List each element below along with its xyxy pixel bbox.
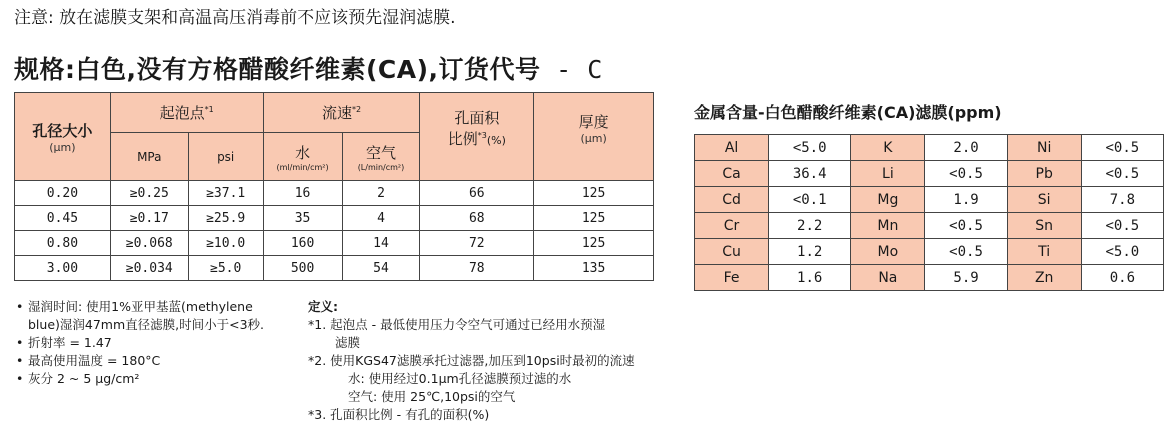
element-value: <0.1 (769, 187, 851, 213)
cell-thickness: 125 (534, 206, 654, 231)
cell-psi: ≥5.0 (188, 256, 263, 281)
cell-mpa: ≥0.25 (110, 181, 188, 206)
element-value: <0.5 (925, 161, 1007, 187)
element-symbol: Pb (1007, 161, 1081, 187)
note-wetting-time: • 湿润时间: 使用1%亚甲基蓝(methylene blue)湿润47mm直径滤膜,时间小于<3秒. (16, 299, 265, 332)
cell-pore: 3.00 (15, 256, 111, 281)
element-symbol: Ni (1007, 135, 1081, 161)
element-symbol: Zn (1007, 265, 1081, 291)
element-symbol: Mg (851, 187, 925, 213)
element-value: 0.6 (1081, 265, 1163, 291)
cell-porosity: 72 (420, 231, 534, 256)
cell-porosity: 78 (420, 256, 534, 281)
definitions (308, 298, 635, 424)
definition-2: *2. 使用KGS47滤膜承托过滤器,加压到10psi时最初的流速 (308, 353, 635, 368)
table-row (695, 265, 1164, 291)
bullet-icon: • (16, 371, 24, 386)
definitions-title: 定义: (308, 299, 338, 314)
element-value: <5.0 (1081, 239, 1163, 265)
cell-mpa: ≥0.17 (110, 206, 188, 231)
element-symbol: Sn (1007, 213, 1081, 239)
element-value: 2.2 (769, 213, 851, 239)
cell-porosity: 68 (420, 206, 534, 231)
element-symbol: Li (851, 161, 925, 187)
element-value: 5.9 (925, 265, 1007, 291)
spec-title-text: 规格:白色,没有方格醋酸纤维素(CA),订货代号 (14, 55, 541, 84)
cell-pore: 0.20 (15, 181, 111, 206)
header-pore-size: 孔径大小 (μm) (15, 93, 111, 181)
table-row (695, 187, 1164, 213)
element-value: 1.6 (769, 265, 851, 291)
element-symbol: Fe (695, 265, 769, 291)
table-row (695, 239, 1164, 265)
cell-air: 2 (342, 181, 420, 206)
definition-1-cont: 滤膜 (335, 335, 361, 350)
cell-psi: ≥25.9 (188, 206, 263, 231)
element-symbol: Ca (695, 161, 769, 187)
header-bubble-point: 起泡点$^{*1}$ (110, 93, 263, 133)
header-porosity: 孔面积 比例$^{*3}$(%) (420, 93, 534, 181)
element-value: <0.5 (1081, 213, 1163, 239)
element-value: <0.5 (925, 213, 1007, 239)
definition-2-air: 空气: 使用 25℃,10psi的空气 (348, 389, 516, 404)
table-row (15, 231, 654, 256)
element-value: <0.5 (1081, 135, 1163, 161)
element-value: <0.5 (1081, 161, 1163, 187)
cell-air: 14 (342, 231, 420, 256)
element-symbol: Al (695, 135, 769, 161)
element-value: <5.0 (769, 135, 851, 161)
table-row (15, 256, 654, 281)
element-symbol: K (851, 135, 925, 161)
table-row (695, 135, 1164, 161)
element-symbol: Ti (1007, 239, 1081, 265)
note-ash-content: • 灰分 2 ~ 5 μg/cm² (16, 371, 140, 386)
note-refractive-index: • 折射率 = 1.47 (16, 335, 112, 350)
element-symbol: Cu (695, 239, 769, 265)
cell-pore: 0.80 (15, 231, 111, 256)
element-value: 1.2 (769, 239, 851, 265)
bullet-icon: • (16, 335, 24, 350)
metal-content-table (694, 134, 1164, 291)
header-flow-rate: 流速$^{*2}$ (263, 93, 420, 133)
header-mpa: MPa (110, 133, 188, 181)
note-max-temperature: • 最高使用温度 = 180°C (16, 353, 161, 368)
cell-air: 54 (342, 256, 420, 281)
element-symbol: Mn (851, 213, 925, 239)
element-symbol: Cr (695, 213, 769, 239)
cell-pore: 0.45 (15, 206, 111, 231)
cell-thickness: 125 (534, 181, 654, 206)
notice-text: 注意: 放在滤膜支架和高温高压消毒前不应该预先湿润滤膜. (14, 8, 456, 28)
element-value: 7.8 (1081, 187, 1163, 213)
cell-psi: ≥10.0 (188, 231, 263, 256)
cell-water: 160 (263, 231, 342, 256)
cell-water: 35 (263, 206, 342, 231)
definition-3: *3. 孔面积比例 - 有孔的面积(%) (308, 407, 490, 422)
element-value: 2.0 (925, 135, 1007, 161)
header-psi: psi (188, 133, 263, 181)
element-symbol: Cd (695, 187, 769, 213)
cell-air: 4 (342, 206, 420, 231)
element-value: <0.5 (925, 239, 1007, 265)
bullet-icon: • (16, 299, 24, 314)
element-symbol: Mo (851, 239, 925, 265)
cell-water: 500 (263, 256, 342, 281)
element-symbol: Na (851, 265, 925, 291)
table-row (15, 206, 654, 231)
definition-1: *1. 起泡点 - 最低使用压力令空气可通过已经用水预湿 (308, 317, 606, 332)
bullet-icon: • (16, 353, 24, 368)
header-water: 水 (ml/min/cm²) (263, 133, 342, 181)
definition-2-water: 水: 使用经过0.1μm孔径滤膜预过滤的水 (348, 371, 572, 386)
element-value: 36.4 (769, 161, 851, 187)
spec-title (14, 50, 603, 86)
header-air: 空气 (L/min/cm²) (342, 133, 420, 181)
table-row (695, 213, 1164, 239)
cell-psi: ≥37.1 (188, 181, 263, 206)
cell-porosity: 66 (420, 181, 534, 206)
spec-table (14, 92, 654, 281)
notes-list (16, 298, 264, 388)
metal-content-title: 金属含量-白色醋酸纤维素(CA)滤膜(ppm) (694, 103, 1002, 122)
header-thickness: 厚度 (μm) (534, 93, 654, 181)
cell-water: 16 (263, 181, 342, 206)
order-code: - C (540, 55, 603, 84)
table-row (15, 181, 654, 206)
cell-thickness: 125 (534, 231, 654, 256)
table-row (695, 161, 1164, 187)
cell-mpa: ≥0.068 (110, 231, 188, 256)
cell-mpa: ≥0.034 (110, 256, 188, 281)
element-value: 1.9 (925, 187, 1007, 213)
cell-thickness: 135 (534, 256, 654, 281)
element-symbol: Si (1007, 187, 1081, 213)
